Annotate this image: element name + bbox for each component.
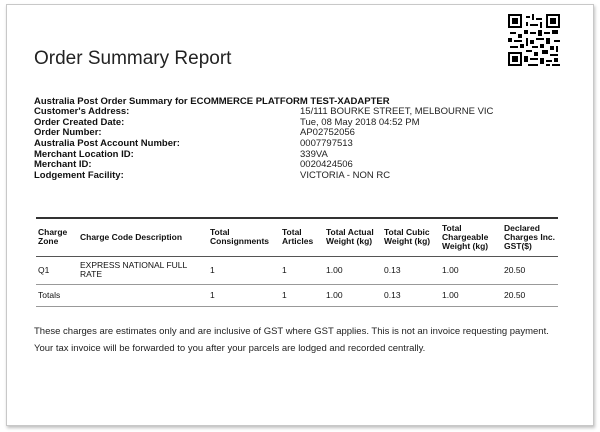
cell-totals-empty (78, 284, 208, 306)
order-details (34, 107, 534, 182)
header-total-articles: Total Articles (280, 218, 324, 256)
detail-label: Merchant Location ID: (34, 148, 134, 160)
detail-label: Order Number: (34, 127, 102, 139)
cell-totals-consignments: 1 (210, 289, 215, 300)
detail-value: 0007797513 (300, 138, 353, 150)
detail-label: Australia Post Account Number: (34, 138, 180, 150)
qr-code (508, 14, 560, 66)
detail-label: Customer's Address: (34, 106, 130, 117)
cell-charge-code-description: EXPRESS NATIONAL FULL RATE (80, 260, 187, 279)
cell-totals-label: Totals (38, 289, 61, 300)
detail-value: AP02752056 (300, 127, 355, 139)
cell-total-chargeable-weight: 1.00 (442, 264, 459, 275)
detail-label: Merchant ID: (34, 159, 92, 171)
header-charge-code-description: Charge Code Description (78, 218, 208, 256)
detail-row-lodgement-facility (34, 171, 534, 182)
detail-label: Lodgement Facility: (34, 170, 124, 182)
cell-total-consignments: 1 (210, 264, 215, 275)
cell-charge-zone: Q1 (38, 264, 50, 275)
detail-value: 15/111 BOURKE STREET, MELBOURNE VIC (300, 106, 494, 117)
cell-total-cubic-weight: 0.13 (384, 264, 401, 275)
header-total-actual-weight: Total Actual Weight (kg) (324, 218, 382, 256)
header-total-chargeable-weight: Total Chargeable Weight (kg) (440, 218, 502, 256)
cell-total-actual-weight: 1.00 (326, 264, 343, 275)
table-header-row (36, 218, 558, 256)
detail-row-created-date (34, 118, 534, 129)
cell-totals-declared-charges: 20.50 (504, 289, 526, 300)
header-total-cubic-weight: Total Cubic Weight (kg) (382, 218, 440, 256)
detail-value: Tue, 08 May 2018 04:52 PM (300, 116, 420, 128)
detail-row-location-id (34, 150, 534, 161)
table-row (36, 256, 558, 284)
cell-totals-chargeable-weight: 1.00 (442, 289, 459, 300)
cell-totals-actual-weight: 1.00 (326, 289, 343, 300)
gst-disclaimer: These charges are estimates only and are inclusive of GST where GST applies. This is not an invoice requesting payment. Your tax invoice will be forwarded to you after your parcels are lodged and recorded centrally. (34, 326, 549, 354)
cell-declared-charges: 20.50 (504, 264, 526, 275)
detail-value: 339VA (300, 148, 328, 160)
detail-label: Order Created Date: (34, 116, 125, 128)
charges-table (36, 217, 558, 307)
detail-value: VICTORIA - NON RC (300, 170, 391, 182)
cell-total-articles: 1 (282, 264, 287, 275)
detail-value: 0020424506 (300, 159, 353, 171)
cell-totals-articles: 1 (282, 289, 287, 300)
report-subheading: Australia Post Order Summary for ECOMMERCE PLATFORM TEST-XADAPTER (34, 96, 390, 107)
page-title: Order Summary Report (34, 48, 232, 69)
header-total-consignments: Total Consignments (208, 218, 280, 256)
header-charge-zone: Charge Zone (36, 218, 78, 256)
cell-totals-cubic-weight: 0.13 (384, 289, 401, 300)
header-declared-charges: Declared Charges Inc. GST($) (502, 218, 558, 256)
totals-row (36, 284, 558, 306)
